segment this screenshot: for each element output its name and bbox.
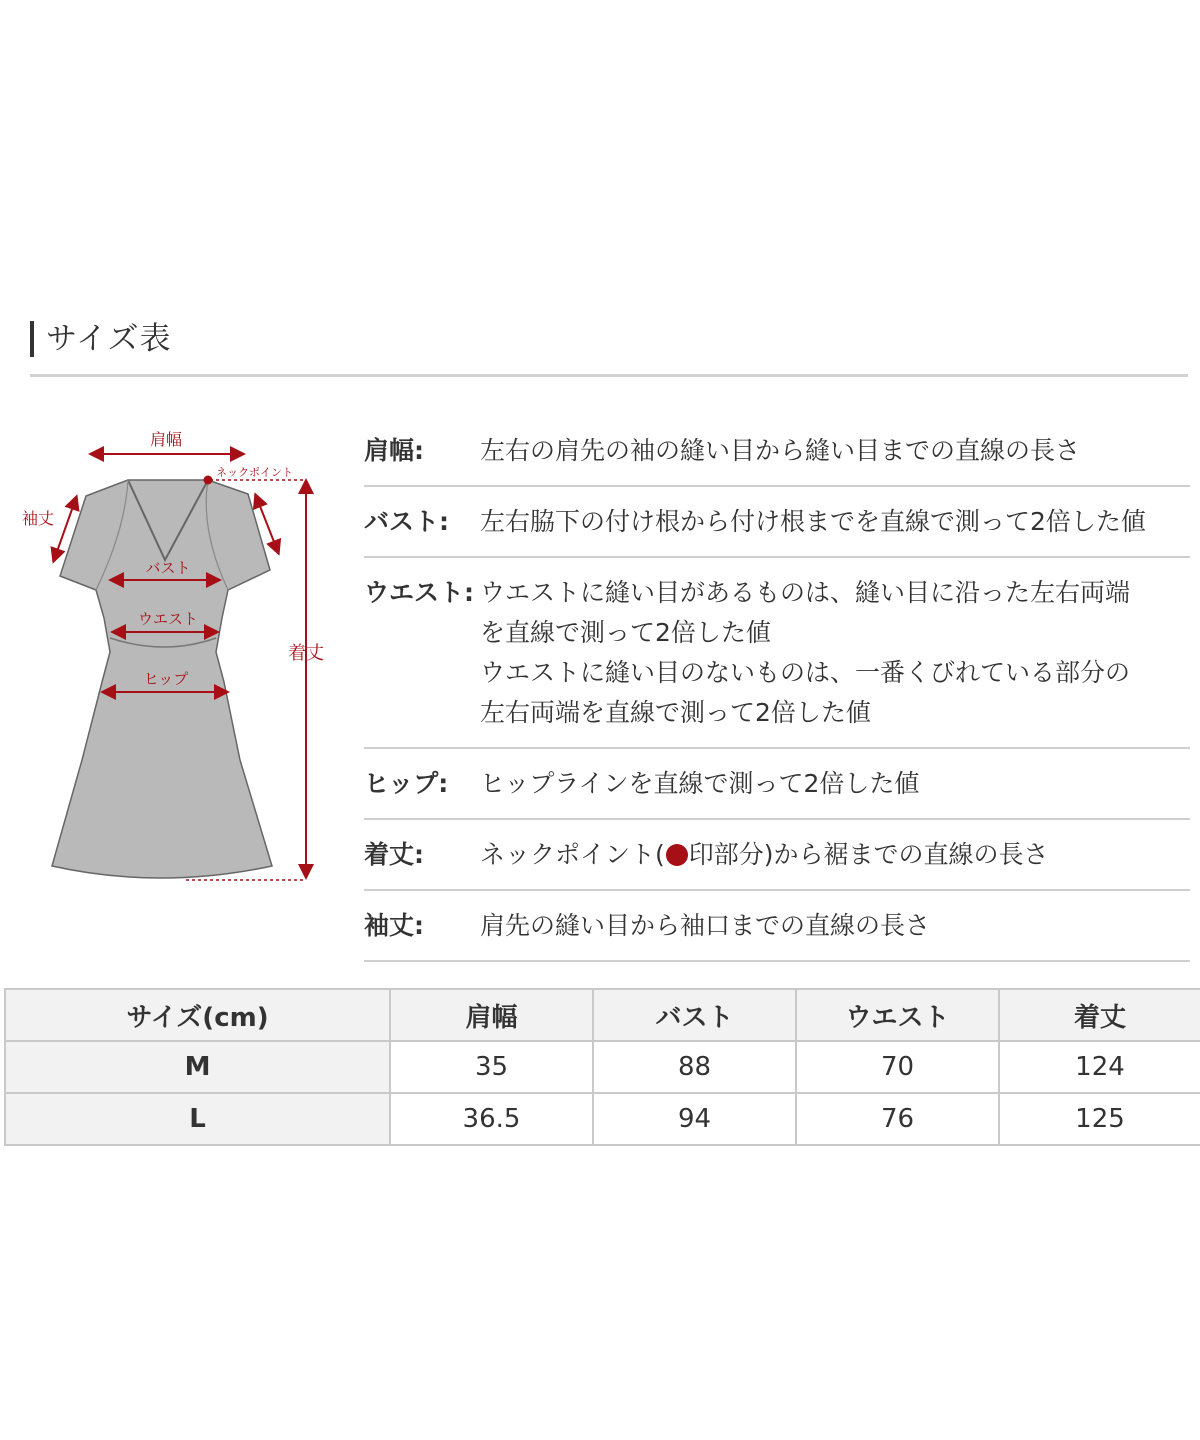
measurement-definitions [364,416,1190,962]
waist-label: ウエスト [137,610,199,628]
header-shoulder: 肩幅 [390,989,593,1041]
header-length: 着丈 [999,989,1200,1041]
page-title: サイズ表 [46,321,172,357]
size-table [4,988,1200,1146]
table-cell: 70 [796,1041,999,1093]
table-row [5,1041,1200,1093]
definition-term: 着丈: [364,840,424,869]
table-cell: 88 [593,1041,796,1093]
table-cell: 36.5 [390,1093,593,1145]
dress-measurement-diagram [0,420,340,900]
definition-row-waist [364,558,1190,749]
size-cell: M [5,1041,390,1093]
table-cell: 124 [999,1041,1200,1093]
definition-desc: 左右の肩先の袖の縫い目から縫い目までの直線の長さ [480,436,1081,465]
section-header [30,318,1188,377]
table-cell: 125 [999,1093,1200,1145]
definition-row-length [364,820,1190,891]
definition-desc: 左右脇下の付け根から付け根までを直線で測って2倍した値 [480,507,1146,536]
definition-row-bust [364,487,1190,558]
definition-row-sleeve [364,891,1190,962]
definition-term: 袖丈: [364,911,424,940]
table-cell: 94 [593,1093,796,1145]
bust-label: バスト [145,559,191,577]
definition-term: 肩幅: [364,436,424,465]
table-row [5,1093,1200,1145]
definition-desc: ウエストに縫い目があるものは、縫い目に沿った左右両端 を直線で測って2倍した値 ウエストに縫い目のないものは、一番くびれている部分の 左右両端を直線で測って2倍した値 [480,578,1131,727]
table-cell: 76 [796,1093,999,1145]
definition-desc [480,835,1190,875]
shoulder-label: 肩幅 [149,430,183,449]
definition-term: ヒップ: [364,769,449,798]
neck-point-dot-icon [666,844,688,866]
header-bust: バスト [593,989,796,1041]
neck-point-label: ネックポイント [216,466,293,479]
length-label: 着丈 [288,643,324,664]
definition-desc-before: ネックポイント( [480,840,665,869]
size-cell: L [5,1093,390,1145]
hip-label: ヒップ [143,670,189,688]
table-cell: 35 [390,1041,593,1093]
definition-row-shoulder [364,416,1190,487]
table-header-row [5,989,1200,1041]
definition-row-hip [364,749,1190,820]
definition-term: バスト: [364,507,449,536]
definition-desc: 肩先の縫い目から袖口までの直線の長さ [480,911,931,940]
header-size: サイズ(cm) [5,989,390,1041]
definition-desc-after: 印部分)から裾までの直線の長さ [688,840,1049,869]
definition-term: ウエスト: [364,578,474,607]
definition-desc: ヒップラインを直線で測って2倍した値 [480,769,920,798]
title-accent-bar [30,321,34,357]
sleeve-label: 袖丈 [22,509,55,528]
garment-diagram [0,420,340,900]
header-waist: ウエスト [796,989,999,1041]
